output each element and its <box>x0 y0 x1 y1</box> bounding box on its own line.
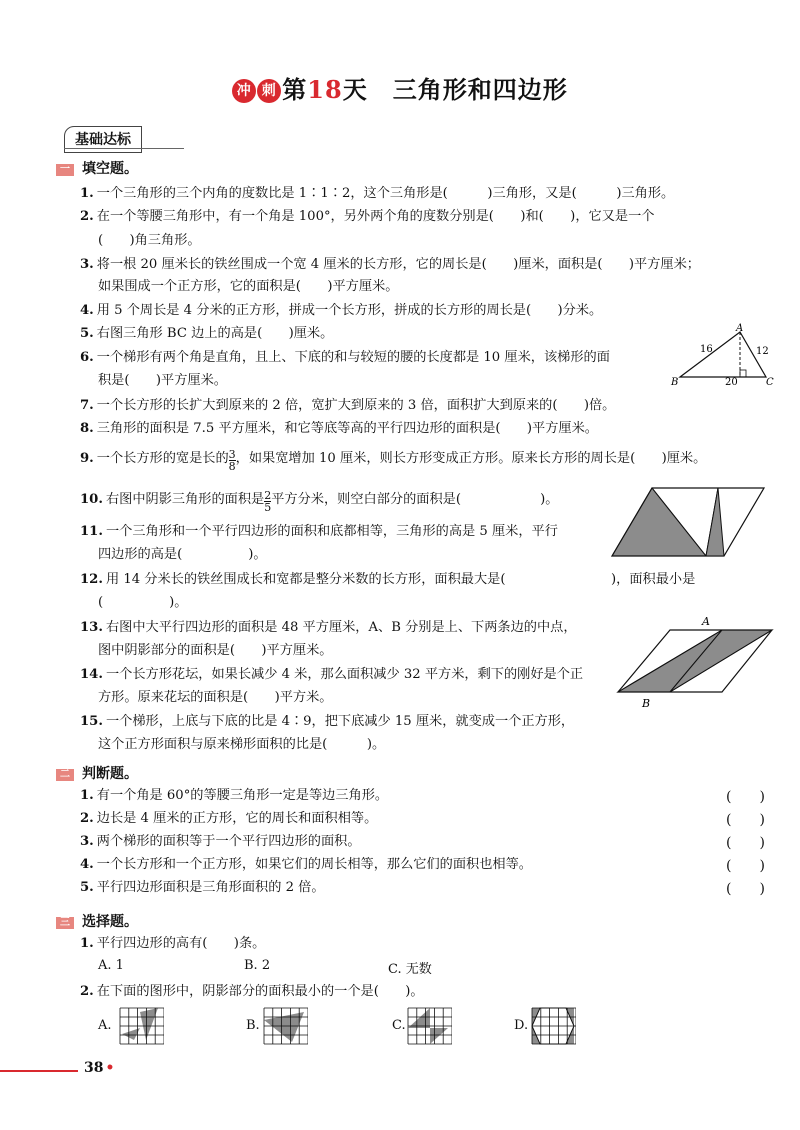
question-text: 三角形的面积是 7.5 平方厘米，和它等底等高的平行四边形的面积是( )平方厘米。 <box>96 421 598 436</box>
question-15 <box>80 712 574 731</box>
question-number: 3. <box>80 834 94 849</box>
question-12-cont: ( )。 <box>98 595 188 610</box>
question-text: 用 14 分米长的铁丝围成长和宽都是整分米数的长方形，面积最大是( )，面积最小是 <box>105 572 696 587</box>
question-text: 右图三角形 BC 边上的高是( )厘米。 <box>96 326 334 341</box>
question-10 <box>80 490 558 513</box>
question-4 <box>80 301 602 320</box>
section-label: 基础达标 <box>64 126 142 153</box>
label-B: B <box>671 377 679 388</box>
question-number: 12. <box>80 572 103 587</box>
question-3-cont: 如果围成一个正方形，它的面积是( )平方厘米。 <box>98 279 399 294</box>
day-number: 18 <box>307 75 343 104</box>
part-mark: 一 <box>56 164 74 176</box>
section-divider <box>64 148 184 149</box>
fraction-denominator: 5 <box>264 501 272 514</box>
question-1 <box>80 184 674 203</box>
question-text: 右图中阴影三角形的面积是 <box>105 492 265 507</box>
question-number: 3. <box>80 257 94 272</box>
question-text: 一个长方形的长扩大到原来的 2 倍，宽扩大到原来的 3 倍，面积扩大到原来的( )倍。 <box>96 398 616 413</box>
part-title: 选择题。 <box>82 914 138 930</box>
fraction <box>229 449 236 472</box>
question-number: 5. <box>80 326 94 341</box>
label-A: A <box>736 323 744 334</box>
page-title <box>0 70 800 105</box>
question-text: 平行四边形面积是三角形面积的 2 倍。 <box>96 880 325 895</box>
question-3 <box>80 255 700 274</box>
question-number: 11. <box>80 524 103 539</box>
question-text: 将一根 20 厘米长的铁丝围成一个宽 4 厘米的长方形，它的周长是( )厘米，面积是( )平方厘米； <box>96 257 700 272</box>
grid-figure-b <box>262 1006 308 1046</box>
option-b[interactable]: B. <box>246 1018 260 1033</box>
answer-parentheses[interactable]: ( ) <box>726 858 765 874</box>
question-2 <box>80 207 654 226</box>
parallelogram-figure-midpoints <box>612 614 782 710</box>
label-12: 12 <box>756 346 769 357</box>
question-13 <box>80 618 577 637</box>
part-title: 填空题。 <box>82 161 138 177</box>
part-fill-blank <box>56 158 138 178</box>
question-15-cont: 这个正方形面积与原来梯形面积的比是( )。 <box>98 737 386 752</box>
question-number: 15. <box>80 714 103 729</box>
option-a[interactable]: A. 1 <box>98 958 124 973</box>
question-14 <box>80 665 583 684</box>
question-number: 7. <box>80 398 94 413</box>
judge-question-1 <box>80 786 388 805</box>
question-number: 1. <box>80 186 94 201</box>
question-2-cont: ( )角三角形。 <box>98 233 201 248</box>
page-number-rule <box>0 1070 78 1072</box>
question-text: 平方分米，则空白部分的面积是( )。 <box>271 492 559 507</box>
question-text: 一个梯形有两个角是直角，且上、下底的和与较短的腰的长度都是 10 厘米，该梯形的面 <box>96 350 610 365</box>
question-text: 一个梯形，上底与下底的比是 4∶9，把下底减少 15 厘米，就变成一个正方形， <box>105 714 575 729</box>
question-text: 有一个角是 60°的等腰三角形一定是等边三角形。 <box>96 788 389 803</box>
grid-figure-a <box>118 1006 164 1046</box>
choice-question-2 <box>80 982 424 1001</box>
answer-parentheses[interactable]: ( ) <box>726 812 765 828</box>
question-number: 9. <box>80 451 94 466</box>
part-title: 判断题。 <box>82 766 138 782</box>
question-text: 用 5 个周长是 4 分米的正方形，拼成一个长方形，拼成的长方形的周长是( )分米。 <box>96 303 603 318</box>
triangle-figure <box>670 322 780 390</box>
option-d[interactable]: D. <box>514 1018 529 1033</box>
answer-parentheses[interactable]: ( ) <box>726 835 765 851</box>
answer-parentheses[interactable]: ( ) <box>726 789 765 805</box>
title-badge: 冲 <box>232 79 256 103</box>
part-choice <box>56 911 138 931</box>
label-B: B <box>642 697 651 710</box>
question-number: 2. <box>80 209 94 224</box>
question-text: 一个长方形花坛，如果长减少 4 米，那么面积减少 32 平方米，剩下的刚好是个正 <box>105 667 584 682</box>
option-a[interactable]: A. <box>98 1018 112 1033</box>
judge-question-2 <box>80 809 377 828</box>
question-9 <box>80 449 706 472</box>
fraction-numerator: 3 <box>228 448 236 461</box>
question-text: 一个三角形和一个平行四边形的面积和底都相等，三角形的高是 5 厘米，平行 <box>105 524 558 539</box>
part-mark: 二 <box>56 769 74 781</box>
part-mark: 三 <box>56 917 74 929</box>
judge-question-5 <box>80 878 325 897</box>
question-8 <box>80 419 598 438</box>
question-6-cont: 积是( )平方厘米。 <box>98 373 227 388</box>
question-number: 8. <box>80 421 94 436</box>
parallelogram-figure-shaded-triangle <box>608 484 768 560</box>
question-number: 2. <box>80 811 94 826</box>
question-number: 13. <box>80 620 103 635</box>
question-text: 右图中大平行四边形的面积是 48 平方厘米，A、B 分别是上、下两条边的中点， <box>105 620 577 635</box>
question-14-cont: 方形。原来花坛的面积是( )平方米。 <box>98 690 333 705</box>
fraction-denominator: 8 <box>228 460 236 473</box>
option-c[interactable]: C. 无数 <box>388 962 432 977</box>
question-12 <box>80 570 695 589</box>
question-number: 4. <box>80 857 94 872</box>
judge-question-4 <box>80 855 532 874</box>
question-number: 4. <box>80 303 94 318</box>
question-text: 在一个等腰三角形中，有一个角是 100°，另外两个角的度数分别是( )和( )，它又是一个 <box>96 209 655 224</box>
question-number: 14. <box>80 667 103 682</box>
question-number: 6. <box>80 350 94 365</box>
label-C: C <box>766 377 774 388</box>
question-number: 1. <box>80 936 94 951</box>
title-prefix: 第 <box>282 75 308 104</box>
title-badge: 刺 <box>257 79 281 103</box>
answer-parentheses[interactable]: ( ) <box>726 881 765 897</box>
question-number: 10. <box>80 492 103 507</box>
title-text: 天 三角形和四边形 <box>342 75 568 104</box>
choice-question-1 <box>80 934 265 953</box>
question-number: 2. <box>80 984 94 999</box>
question-number: 5. <box>80 880 94 895</box>
question-7 <box>80 396 615 415</box>
label-20: 20 <box>725 377 738 388</box>
option-b[interactable]: B. 2 <box>244 958 271 973</box>
question-text: ，如果宽增加 10 厘米，则长方形变成正方形。原来长方形的周长是( )厘米。 <box>235 451 707 466</box>
question-text: 一个长方形和一个正方形，如果它们的周长相等，那么它们的面积也相等。 <box>96 857 532 872</box>
question-13-cont: 图中阴影部分的面积是( )平方厘米。 <box>98 643 333 658</box>
question-text: 边长是 4 厘米的正方形，它的周长和面积相等。 <box>96 811 378 826</box>
part-judge <box>56 763 138 783</box>
question-11-cont: 四边形的高是( )。 <box>98 547 267 562</box>
label-16: 16 <box>700 344 713 355</box>
question-text: 在下面的图形中，阴影部分的面积最小的一个是( )。 <box>96 984 424 999</box>
judge-question-3 <box>80 832 361 851</box>
question-text: 平行四边形的高有( )条。 <box>96 936 266 951</box>
fraction-numerator: 2 <box>264 489 272 502</box>
question-text: 两个梯形的面积等于一个平行四边形的面积。 <box>96 834 361 849</box>
question-text: 一个三角形的三个内角的度数比是 1∶1∶2，这个三角形是( )三角形，又是( )三角形。 <box>96 186 675 201</box>
label-A: A <box>702 615 710 628</box>
page-number: 38 • <box>84 1060 114 1076</box>
question-5 <box>80 324 333 343</box>
grid-figure-d <box>530 1006 576 1046</box>
question-6 <box>80 348 610 367</box>
option-c[interactable]: C. <box>392 1018 406 1033</box>
grid-figure-c <box>406 1006 452 1046</box>
question-number: 1. <box>80 788 94 803</box>
question-text: 一个长方形的宽是长的 <box>96 451 229 466</box>
question-11 <box>80 522 558 541</box>
